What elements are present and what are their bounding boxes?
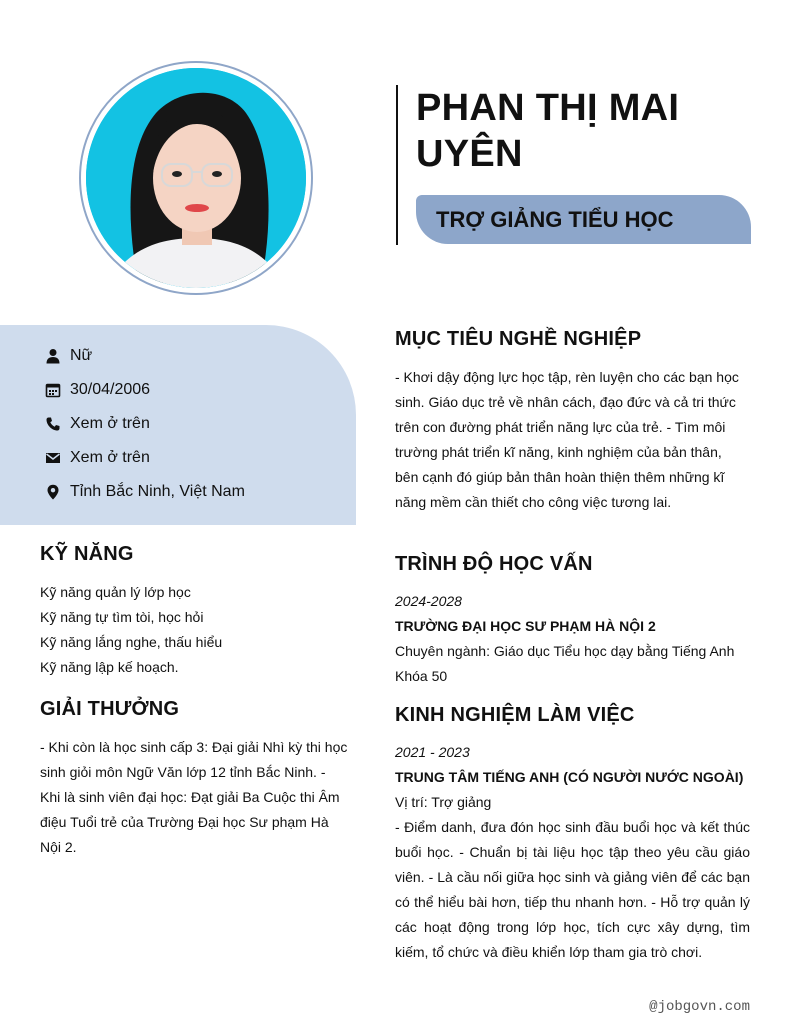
education-title: TRÌNH ĐỘ HỌC VẤN <box>395 553 593 575</box>
contact-panel <box>0 325 356 525</box>
education-school: TRƯỜNG ĐẠI HỌC SƯ PHẠM HÀ NỘI 2 <box>395 618 656 634</box>
skills-title: KỸ NĂNG <box>40 543 134 565</box>
profile-photo <box>86 68 306 288</box>
contact-dob <box>44 378 150 402</box>
location-pin-icon <box>44 483 62 501</box>
job-title-badge: TRỢ GIẢNG TIỂU HỌC <box>416 195 751 244</box>
dob-text: 30/04/2006 <box>70 381 151 398</box>
mail-icon <box>44 449 62 467</box>
skill-item: Kỹ năng quản lý lớp học <box>40 584 191 600</box>
experience-company: TRUNG TÂM TIẾNG ANH (CÓ NGƯỜI NƯỚC NGOÀI) <box>395 769 744 785</box>
objective-title: MỤC TIÊU NGHỀ NGHIỆP <box>395 328 642 350</box>
skills-list <box>40 580 350 680</box>
objective-text: - Khơi dậy động lực học tập, rèn luyện cho các bạn học sinh. Giáo dục trẻ về nhân cách, đạo đức và cả tri thức trên con đường phát triển năng lực của trẻ. - Tìm môi trường phát triển kĩ năng, kinh nghiệm của bản thân, bên cạnh đó giúp bản thân hoàn thiện thêm những kĩ năng mềm cần thiết cho công việc tương lai. <box>395 369 739 510</box>
name-header <box>396 85 756 245</box>
phone-icon <box>44 415 62 433</box>
experience-title: KINH NGHIỆM LÀM VIỆC <box>395 704 635 726</box>
portrait-illustration <box>86 68 306 288</box>
experience-position: Vị trí: Trợ giảng <box>395 794 492 810</box>
gender-text: Nữ <box>70 347 93 364</box>
skill-item: Kỹ năng lập kế hoạch. <box>40 659 179 675</box>
education-course: Khóa 50 <box>395 668 448 684</box>
experience-period: 2021 - 2023 <box>395 744 470 760</box>
person-icon <box>44 347 62 365</box>
skill-item: Kỹ năng tự tìm tòi, học hỏi <box>40 609 204 625</box>
footer-watermark: @jobgovn.com <box>649 999 750 1015</box>
address-text: Tỉnh Bắc Ninh, Việt Nam <box>70 483 245 500</box>
education-major: Chuyên ngành: Giáo dục Tiểu học dạy bằng Tiếng Anh <box>395 643 735 659</box>
contact-address <box>44 480 245 504</box>
experience-entry <box>395 740 750 965</box>
calendar-icon <box>44 381 62 399</box>
email-text: Xem ở trên <box>70 449 150 466</box>
contact-email <box>44 446 150 470</box>
experience-description: - Điểm danh, đưa đón học sinh đầu buổi học và kết thúc buổi học. - Chuẩn bị tài liệu học tập theo yêu cầu giáo viên. - Là cầu nối giữa học sinh và giảng viên để các bạn có thể hiểu bài hơn, tiếp thu nhanh hơn. - Hỗ trợ quản lý các hoạt động trong lớp học, tích cực xây dựng, tìm kiếm, tổ chức và điều khiển lớp tham gia trò chơi. <box>395 819 750 960</box>
education-period: 2024-2028 <box>395 593 462 609</box>
full-name: PHAN THỊ MAI UYÊN <box>416 87 680 175</box>
awards-title: GIẢI THƯỞNG <box>40 698 180 720</box>
contact-phone <box>44 412 150 436</box>
education-entry <box>395 589 755 689</box>
contact-gender <box>44 344 92 368</box>
skill-item: Kỹ năng lắng nghe, thấu hiểu <box>40 634 223 650</box>
awards-text: - Khi còn là học sinh cấp 3: Đại giải Nhì kỳ thi học sinh giỏi môn Ngữ Văn lớp 12 tỉnh Bắc Ninh. - Khi là sinh viên đại học: Đạt giải Ba Cuộc thi Âm điệu Tuổi trẻ của Trường Đại học Sư phạm Hà Nội 2. <box>40 739 348 855</box>
profile-photo-frame <box>79 61 313 295</box>
phone-text: Xem ở trên <box>70 415 150 432</box>
